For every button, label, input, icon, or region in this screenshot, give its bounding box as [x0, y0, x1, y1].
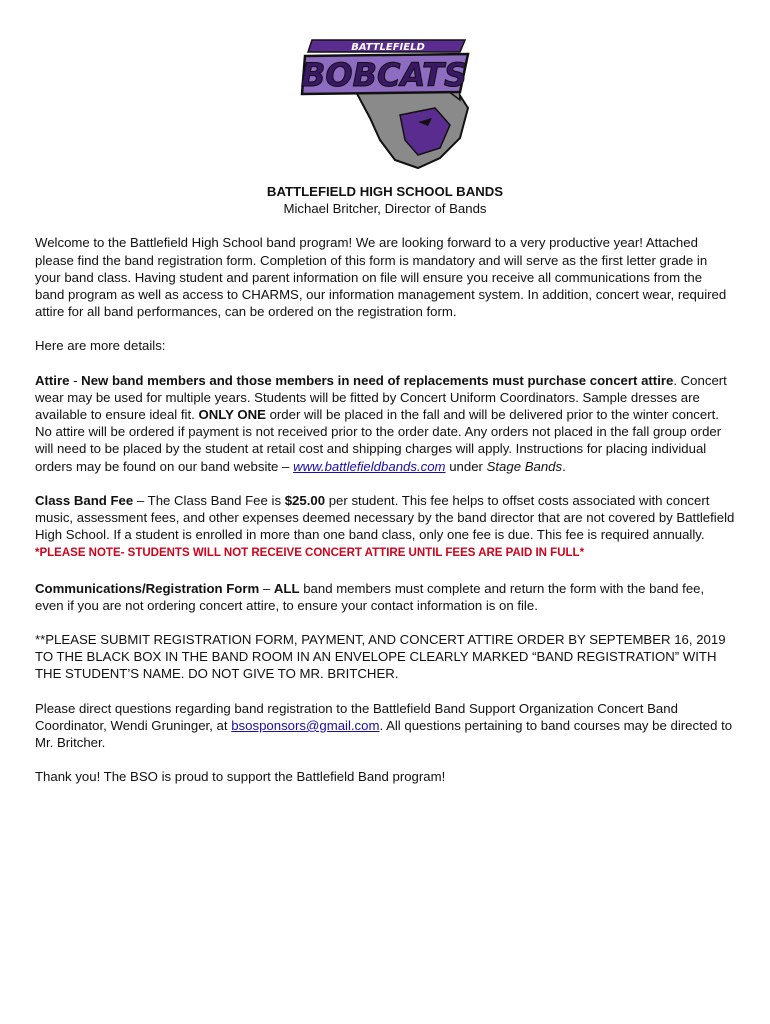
- logo-top-text: BATTLEFIELD: [351, 42, 425, 53]
- questions-text-2: . All questions pertaining to band courses may be directed to Mr. Britcher.: [35, 717, 733, 751]
- questions-paragraph: [35, 700, 735, 752]
- attire-stage-bands: Stage Bands: [486, 458, 563, 474]
- letter-content: [35, 183, 735, 802]
- communications-dash: –: [259, 580, 274, 596]
- questions-text-1: Please direct questions regarding band registration to the Battlefield Band Support Organization Concert Band Coordinator, Wendi Gruninger, at: [35, 700, 678, 733]
- intro-paragraph: Welcome to the Battlefield High School band program! We are looking forward to a very productive year! Attached please find the band registration form. Completion of this form is mandatory and will serve as the first letter grade in your band class. Having student and parent information on file will ensure you receive all communications from the band program as well as access to CHARMS, our information management system. In addition, concert wear, required attire for all band performances, can be ordered on the registration form.: [35, 235, 727, 320]
- closing-line: Thank you! The BSO is proud to support the Battlefield Band program!: [35, 769, 446, 785]
- class-fee-text-1: – The Class Band Fee is: [133, 492, 285, 508]
- class-fee-amount: $25.00: [284, 492, 326, 508]
- attire-paragraph: [35, 372, 735, 475]
- attire-text-1: . Concert wear may be used for multiple years. Students will be fitted by Concert Uniform Coordinators. Sample dresses are available to ensure ideal fit.: [35, 372, 727, 423]
- class-fee-paragraph: [35, 492, 735, 563]
- communications-all: ALL: [273, 580, 300, 596]
- attire-dash: -: [69, 372, 82, 388]
- attire-period: .: [562, 458, 566, 474]
- document-title: BATTLEFIELD HIGH SCHOOL BANDS: [266, 184, 504, 199]
- band-website-link[interactable]: www.battlefieldbands.com: [293, 458, 446, 474]
- submit-notice: **PLEASE SUBMIT REGISTRATION FORM, PAYMENT, AND CONCERT ATTIRE ORDER BY SEPTEMBER 16, 2019 TO THE BLACK BOX IN THE BAND ROOM IN AN ENVELOPE CLEARLY MARKED “BAND REGISTRATION” WITH THE STUDENT’S NAME. DO NOT GIVE TO MR. BRITCHER.: [35, 632, 726, 682]
- attire-text-2: order will be placed in the fall and will be delivered prior to the winter concert. No attire will be ordered if payment is not received prior to the order date. Any orders not placed in the fall group order will need to be placed by the student at retail cost and shipping charges will apply. Instructions for placing individual orders may be found on our band website –: [35, 407, 722, 474]
- details-intro: Here are more details:: [35, 338, 166, 354]
- class-fee-label: Class Band Fee: [35, 492, 134, 508]
- bobcats-logo: [300, 30, 475, 170]
- attire-lead: New band members and those members in need of replacements must purchase concert attire: [81, 372, 674, 388]
- class-fee-text-2: per student. This fee helps to offset costs associated with concert music, assessment fees, and other expenses deemed necessary by the band director that are not covered by Battlefield High School. If a student is enrolled in more than one band class, only one fee is due. This fee is required annually.: [35, 492, 735, 543]
- attire-under: under: [445, 458, 487, 474]
- attire-only-one: ONLY ONE: [198, 407, 266, 423]
- document-subtitle: Michael Britcher, Director of Bands: [283, 201, 487, 217]
- communications-text: band members must complete and return the form with the band fee, even if you are not ordering concert attire, to ensure your contact information is on file.: [35, 580, 705, 613]
- communications-paragraph: [35, 580, 735, 614]
- bso-email-link[interactable]: bsosponsors@gmail.com: [231, 717, 380, 733]
- communications-label: Communications/Registration Form: [35, 580, 260, 596]
- logo-main-text: BOBCATS: [300, 56, 468, 94]
- class-fee-note: *PLEASE NOTE- STUDENTS WILL NOT RECEIVE CONCERT ATTIRE UNTIL FEES ARE PAID IN FULL*: [35, 547, 585, 560]
- attire-label: Attire: [35, 372, 70, 388]
